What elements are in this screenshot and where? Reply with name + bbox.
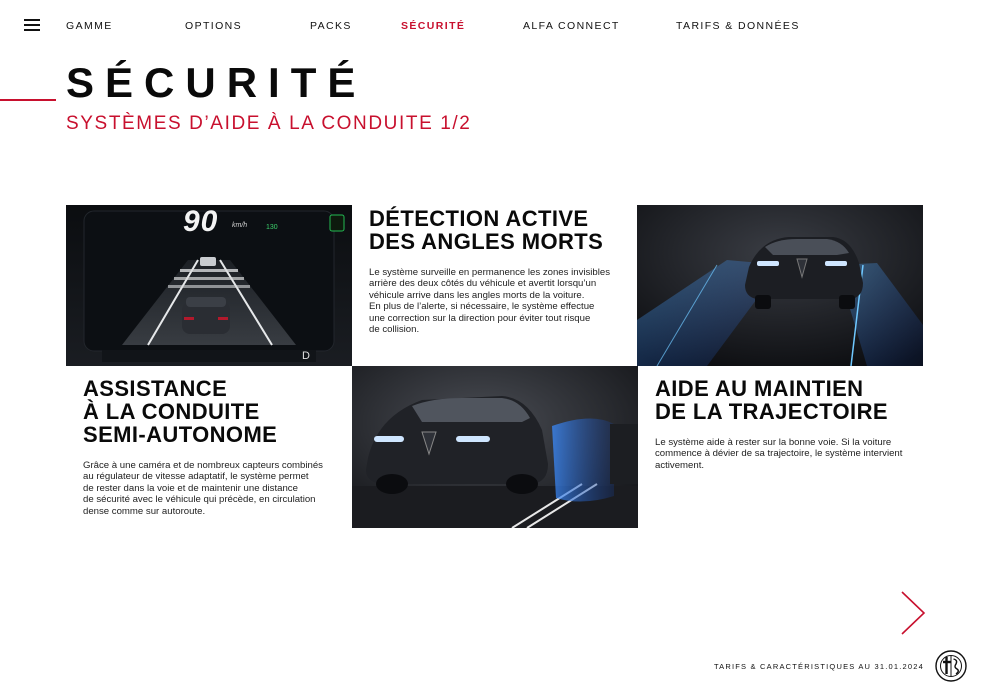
card-semi-autonomous bbox=[83, 377, 343, 517]
card-title-lane-keeping: AIDE AU MAINTIEN DE LA TRAJECTOIRE bbox=[655, 376, 888, 424]
nav-item-packs[interactable]: PACKS bbox=[310, 20, 352, 32]
speed-unit: km/h bbox=[232, 222, 248, 229]
card-lane-keeping bbox=[655, 377, 925, 471]
nav-item-gamme[interactable]: GAMME bbox=[66, 20, 113, 32]
page-subtitle: SYSTÈMES D’AIDE À LA CONDUITE 1/2 bbox=[66, 113, 472, 134]
card-title-semi-autonomous: ASSISTANCE À LA CONDUITE SEMI-AUTONOME bbox=[83, 376, 278, 447]
nav-item-options[interactable]: OPTIONS bbox=[185, 20, 243, 32]
card-body-lane-keeping: Le système aide à rester sur la bonne voie. Si la voiture commence à dévier de sa trajectoire, le système intervient activement. bbox=[655, 437, 903, 471]
card-body-blind-spot: Le système surveille en permanence les zones invisibles arrière des deux côtés du véhicule et avertit lorsqu’un véhicule arrive dans les angles morts de la voiture. En plus de l’alerte, si nécessaire, le système effectue une correction sur la direction pour éviter tout risque de collision. bbox=[369, 267, 611, 336]
dashboard-image bbox=[66, 205, 352, 366]
hamburger-menu-icon[interactable] bbox=[24, 19, 40, 32]
nav-item-alfa-connect[interactable]: ALFA CONNECT bbox=[523, 20, 620, 32]
card-blind-spot bbox=[369, 207, 629, 335]
nav-item-securite[interactable]: SÉCURITÉ bbox=[401, 20, 466, 32]
red-accent-rule bbox=[0, 99, 56, 101]
speed-readout: 90 bbox=[183, 205, 219, 238]
nav-item-tarifs-donnees[interactable]: TARIFS & DONNÉES bbox=[676, 20, 800, 32]
card-title-blind-spot: DÉTECTION ACTIVE DES ANGLES MORTS bbox=[369, 206, 604, 254]
gear-indicator: D bbox=[302, 350, 310, 362]
speed-limit: 130 bbox=[266, 224, 278, 231]
blind-spot-car-image bbox=[637, 205, 923, 366]
semi-autonomous-car-image bbox=[352, 366, 638, 528]
alfa-romeo-logo-icon bbox=[935, 650, 967, 682]
page-title: SÉCURITÉ bbox=[66, 59, 367, 106]
card-body-semi-autonomous: Grâce à une caméra et de nombreux capteurs combinés au régulateur de vitesse adaptatif, le système permet de rester dans la voie et de maintenir une distance de sécurité avec le véhicule qui précède, en circulation dense comme sur autoroute. bbox=[83, 460, 323, 517]
footer-date-text: TARIFS & CARACTÉRISTIQUES AU 31.01.2024 bbox=[713, 662, 924, 671]
chevron-right-icon[interactable] bbox=[899, 590, 927, 636]
